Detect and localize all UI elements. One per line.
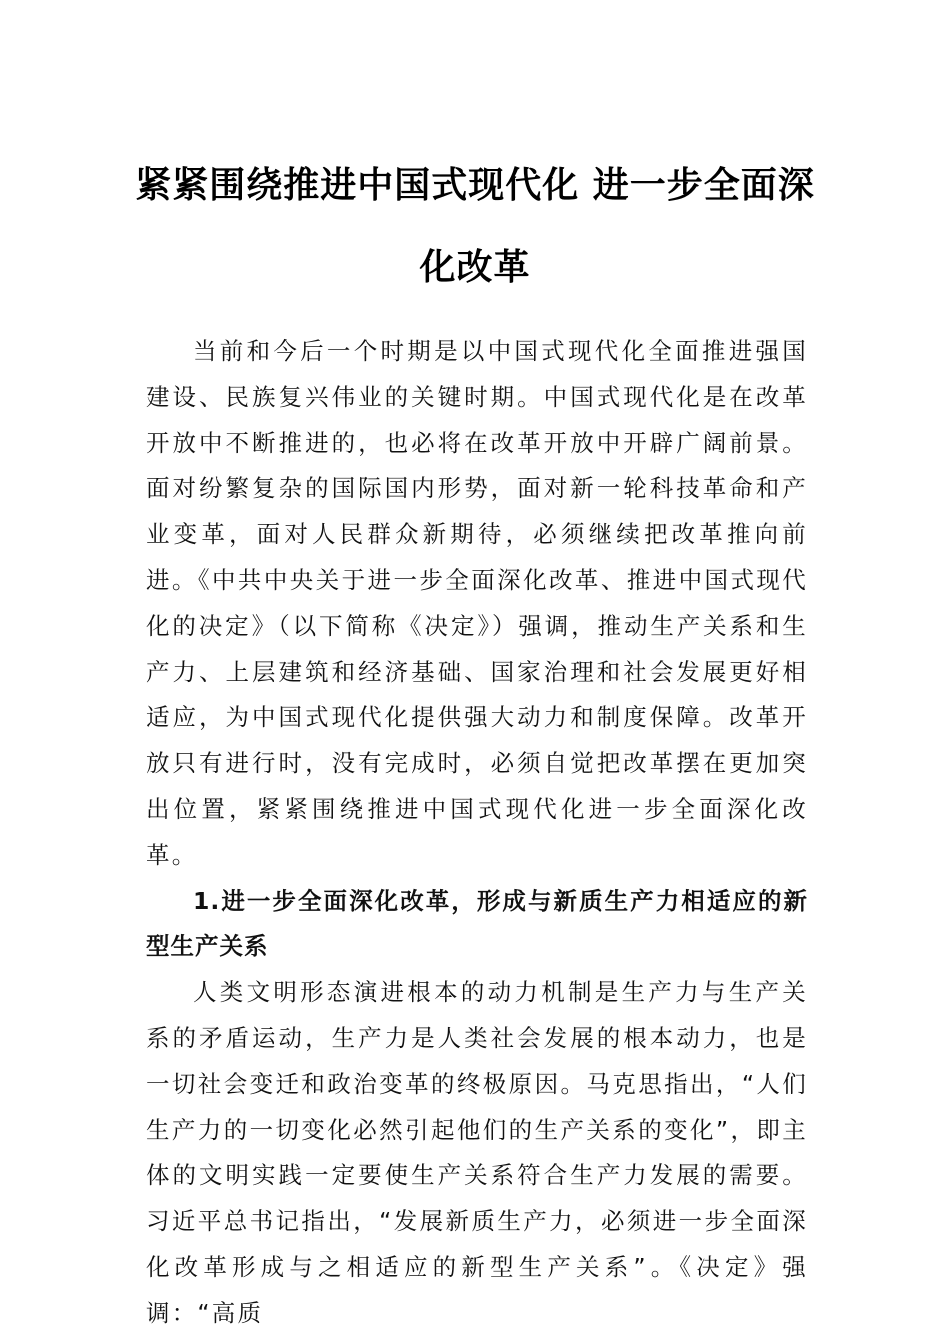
section-heading-1: 1.进一步全面深化改革，形成与新质生产力相适应的新型生产关系: [146, 886, 808, 961]
paragraph-section-1: 人类文明形态演进根本的动力机制是生产力与生产关系的矛盾运动，生产力是人类社会发展的根本动力，也是一切社会变迁和政治变革的终极原因。马克思指出，“人们生产力的一切变化必然引起他们的生产关系的变化”，即主体的文明实践一定要使生产关系符合生产力发展的需要。习近平总书记指出，“发展新质生产力，必须进一步全面深化改革形成与之相适应的新型生产关系”。《决定》强调：“高质: [146, 978, 808, 1327]
paragraph-intro: 当前和今后一个时期是以中国式现代化全面推进强国建设、民族复兴伟业的关键时期。中国式现代化是在改革开放中不断推进的，也必将在改革开放中开辟广阔前景。面对纷繁复杂的国际国内形势，面对新一轮科技革命和产业变革，面对人民群众新期待，必须继续把改革推向前进。《中共中央关于进一步全面深化改革、推进中国式现代化的决定》（以下简称《决定》）强调，推动生产关系和生产力、上层建筑和经济基础、国家治理和社会发展更好相适应，为中国式现代化提供强大动力和制度保障。改革开放只有进行时，没有完成时，必须自觉把改革摆在更加突出位置，紧紧围绕推进中国式现代化进一步全面深化改革。: [146, 337, 808, 869]
document-body: [146, 329, 808, 1337]
title-line-1: 紧紧围绕推进中国式现代化 进一步全面深: [135, 164, 815, 206]
document-title: [120, 144, 830, 308]
title-line-2: 化改革: [419, 246, 531, 288]
